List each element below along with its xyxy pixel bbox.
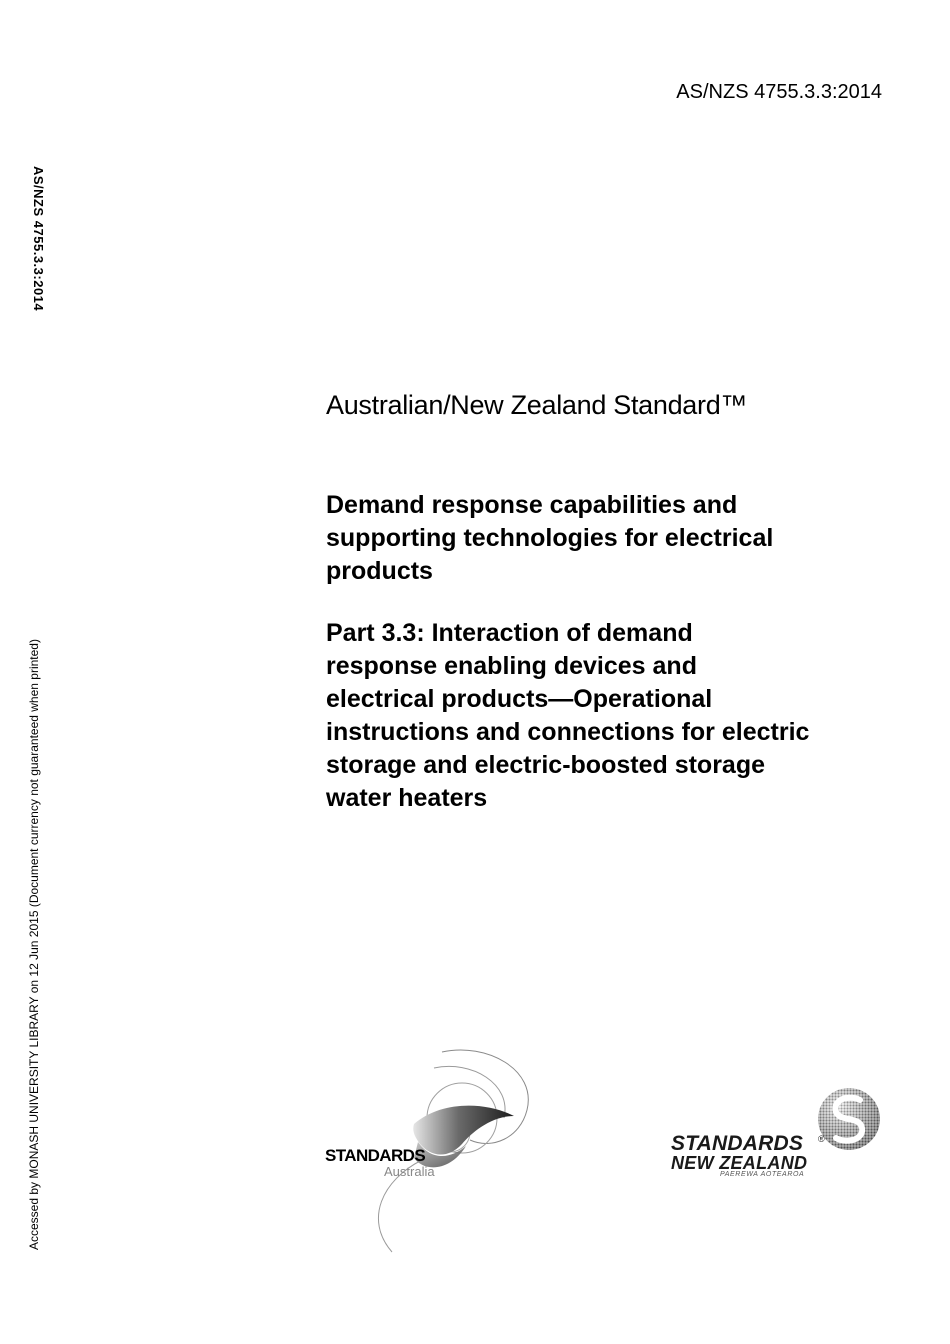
standards-australia-wordmark: STANDARDS xyxy=(325,1146,426,1165)
title-line: products xyxy=(326,557,433,585)
standards-nz-emblem-icon xyxy=(816,1086,882,1152)
standards-australia-subtext: Australia xyxy=(384,1164,435,1179)
standards-nz-wordmark: STANDARDS xyxy=(671,1132,804,1155)
title-line: supporting technologies for electrical xyxy=(326,524,774,552)
registered-mark: ® xyxy=(818,1134,825,1144)
standards-nz-subtext: PAEREWA AOTEAROA xyxy=(720,1171,805,1178)
part-title-line: instructions and connections for electric xyxy=(326,718,810,746)
standards-nz-country: NEW ZEALAND xyxy=(671,1153,808,1173)
standard-title xyxy=(326,489,896,588)
title-line: Demand response capabilities and xyxy=(326,491,738,519)
series-title: Australian/New Zealand Standard™ xyxy=(326,390,748,420)
part-title xyxy=(326,617,906,815)
part-title-line: response enabling devices and xyxy=(326,652,697,680)
part-title-line: Part 3.3: Interaction of demand xyxy=(326,619,693,647)
document-number: AS/NZS 4755.3.3:2014 xyxy=(676,81,882,103)
part-title-line: water heaters xyxy=(326,784,488,812)
part-title-line: electrical products—Operational xyxy=(326,685,713,713)
access-watermark: Accessed by MONASH UNIVERSITY LIBRARY on 12 Jun 2015 (Document currency not guaranteed when printed) xyxy=(27,639,41,1250)
part-title-line: storage and electric-boosted storage xyxy=(326,751,766,779)
spine-document-number: AS/NZS 4755.3.3:2014 xyxy=(31,166,46,312)
